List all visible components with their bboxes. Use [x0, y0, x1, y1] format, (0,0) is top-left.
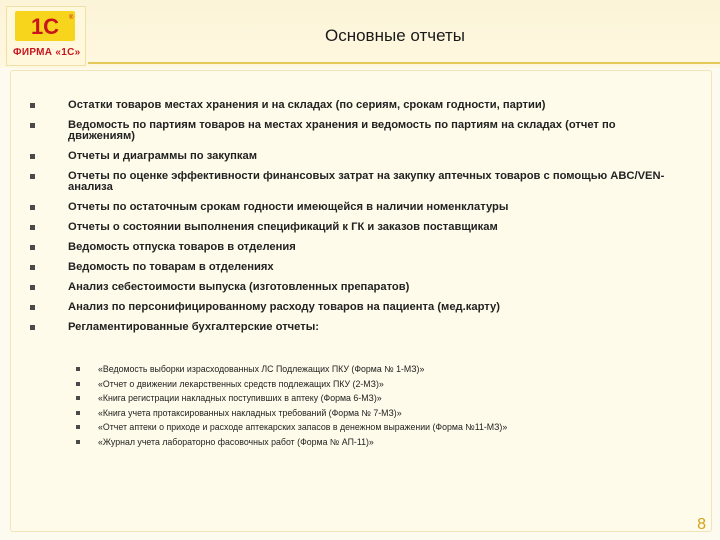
list-item — [30, 322, 670, 333]
list-item — [30, 151, 670, 162]
list-item-text: Анализ себестоимости выпуска (изготовленных препаратов) — [68, 281, 410, 293]
sub-list-item — [76, 362, 676, 377]
bullet-square-icon — [30, 305, 35, 310]
bullet-square-icon — [30, 325, 35, 330]
sub-list-item — [76, 391, 676, 406]
sub-list-item-text: «Отчет аптеки о приходе и расходе аптекарских запасов в денежном выражении (Форма №11-МЗ)» — [98, 422, 508, 433]
sub-list-item — [76, 420, 676, 435]
list-item — [30, 100, 670, 111]
bullet-square-icon — [76, 367, 80, 371]
list-item-text: Регламентированные бухгалтерские отчеты: — [68, 321, 320, 333]
bullet-square-icon — [76, 382, 80, 386]
bullet-square-icon — [76, 440, 80, 444]
list-item-text: Отчеты о состоянии выполнения спецификаций к ГК и заказов поставщикам — [68, 221, 498, 233]
bullet-square-icon — [30, 265, 35, 270]
list-item-text: Ведомость отпуска товаров в отделения — [68, 241, 296, 253]
list-item-text: Анализ по персонифицированному расходу товаров на пациента (мед.карту) — [68, 301, 500, 313]
list-item — [30, 171, 670, 193]
list-item-text: Отчеты по остаточным срокам годности имеющейся в наличии номенклатуры — [68, 201, 509, 213]
bullet-square-icon — [76, 425, 80, 429]
list-item-text: Ведомость по товарам в отделениях — [68, 261, 274, 273]
bullet-square-icon — [30, 103, 35, 108]
logo-name: ФИРМА «1С» — [13, 47, 81, 58]
logo-mark-icon — [15, 11, 75, 41]
sub-list-item-text: «Книга учета протаксированных накладных требований (Форма № 7-МЗ)» — [98, 407, 402, 418]
bullet-square-icon — [30, 174, 35, 179]
slide-header — [0, 0, 720, 68]
sub-list-item-text: «Ведомость выборки израсходованных ЛС Подлежащих ПКУ (Форма № 1-МЗ)» — [98, 364, 425, 374]
bullet-square-icon — [76, 396, 80, 400]
sub-list-item — [76, 406, 676, 421]
sub-list-item — [76, 377, 676, 392]
list-item — [30, 242, 670, 253]
svg-text:1С: 1С — [30, 14, 60, 39]
list-item — [30, 262, 670, 273]
sub-list-item-text: «Книга регистрации накладных поступивших в аптеку (Форма 6-МЗ)» — [98, 393, 382, 404]
list-item-text: Отчеты и диаграммы по закупкам — [68, 150, 258, 162]
bullet-square-icon — [30, 285, 35, 290]
report-list — [30, 100, 670, 342]
bullet-square-icon — [76, 411, 80, 415]
bullet-square-icon — [30, 205, 35, 210]
list-item-text: Отчеты по оценке эффективности финансовых затрат на закупку аптечных товаров с помощью ABC/VEN-анализа — [68, 170, 665, 193]
list-item — [30, 202, 670, 213]
list-item-text: Остатки товаров местах хранения и на складах (по сериям, срокам годности, партии) — [68, 99, 546, 111]
page-title: Основные отчеты — [324, 26, 465, 45]
sub-list-item-text: «Журнал учета лабораторно фасовочных работ (Форма № АП-11)» — [98, 436, 374, 447]
bullet-square-icon — [30, 245, 35, 250]
bullet-square-icon — [30, 123, 35, 128]
regulated-report-list — [76, 362, 676, 450]
page-number: 8 — [697, 516, 706, 533]
bullet-square-icon — [30, 225, 35, 230]
list-item — [30, 282, 670, 293]
title-divider — [88, 62, 720, 64]
sub-list-item — [76, 435, 676, 450]
list-item-text: Ведомость по партиям товаров на местах хранения и ведомость по партиям на складах (отчет по движениям) — [68, 119, 616, 142]
list-item — [30, 120, 670, 142]
svg-text:®: ® — [69, 15, 74, 21]
sub-list-item-text: «Отчет о движении лекарственных средств подлежащих ПКУ (2-МЗ)» — [98, 378, 384, 389]
list-item — [30, 302, 670, 313]
bullet-square-icon — [30, 154, 35, 159]
list-item — [30, 222, 670, 233]
company-logo — [6, 6, 86, 66]
